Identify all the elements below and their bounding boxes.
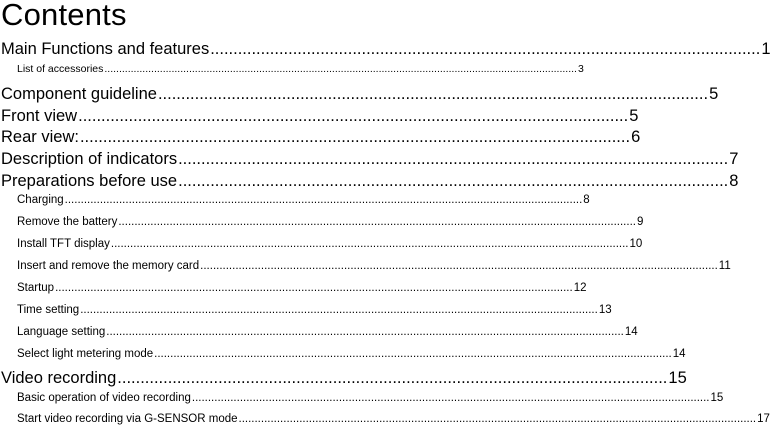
- toc-page-number: 15: [710, 392, 724, 404]
- dot-leader: ........................................................................................................................: [117, 369, 668, 387]
- dot-leader: ..................................................................................................................................................................: [55, 282, 573, 294]
- dot-leader: ..................................................................................................................................................................: [104, 63, 577, 75]
- dot-leader: ........................................................................................................................: [78, 107, 629, 125]
- toc-entry-select-light-metering-mode: [17, 346, 686, 362]
- toc-entry-label: Preparations before use: [1, 172, 178, 190]
- toc-entry-startup: [17, 280, 587, 296]
- toc-entry-label: Startup: [17, 282, 55, 294]
- toc-page-number: 5: [629, 107, 639, 125]
- toc-entry-label: Insert and remove the memory card: [17, 260, 200, 272]
- toc-entry-label: Component guideline: [1, 85, 157, 103]
- toc-entry-list-of-accessories: [17, 61, 584, 77]
- toc-page-number: 11: [718, 260, 731, 272]
- toc-entry-description-of-indicators: [1, 149, 739, 169]
- toc-entry-label: Rear view:: [1, 128, 79, 146]
- toc-entry-main-functions: [1, 39, 771, 59]
- toc-entry-video-recording: [1, 368, 687, 388]
- dot-leader: ..................................................................................................................................................................: [238, 413, 757, 425]
- dot-leader: ........................................................................................................................: [79, 128, 631, 146]
- toc-entry-rear-view: [1, 127, 641, 147]
- toc-entry-label: Select light metering mode: [17, 348, 154, 360]
- toc-entry-label: Install TFT display: [17, 238, 110, 250]
- toc-entry-component-guideline: [1, 84, 719, 104]
- toc-entry-label: Language setting: [17, 326, 106, 338]
- toc-page-number: 8: [583, 194, 590, 206]
- toc-entry-label: Time setting: [17, 304, 80, 316]
- toc-page-number: 6: [631, 128, 641, 146]
- toc-page-number: 14: [624, 326, 638, 338]
- page-title: Contents: [1, 0, 127, 32]
- toc-entry-install-tft-display: [17, 236, 643, 252]
- toc-entry-label: Main Functions and features: [1, 40, 210, 58]
- toc-page-number: 13: [598, 304, 612, 316]
- toc-page-number: 9: [636, 216, 644, 228]
- toc-entry-label: Charging: [17, 194, 64, 206]
- toc-entry-label: Description of indicators: [1, 150, 178, 168]
- dot-leader: ..................................................................................................................................................................: [200, 260, 718, 272]
- toc-page-number: 3: [577, 63, 584, 75]
- dot-leader: ..................................................................................................................................................................: [110, 238, 629, 250]
- toc-entry-g-sensor-video-recording: [17, 411, 770, 427]
- dot-leader: ..................................................................................................................................................................: [154, 348, 672, 360]
- dot-leader: ........................................................................................................................: [178, 150, 729, 168]
- dot-leader: ..................................................................................................................................................................: [80, 304, 598, 316]
- dot-leader: ........................................................................................................................: [210, 40, 761, 58]
- toc-entry-insert-and-remove-memory-card: [17, 258, 731, 274]
- toc-page-number: 15: [668, 369, 687, 387]
- dot-leader: ..................................................................................................................................................................: [118, 216, 636, 228]
- toc-entry-label: Video recording: [1, 369, 117, 387]
- toc-entry-charging: [17, 192, 590, 208]
- toc-entry-remove-the-battery: [17, 214, 644, 230]
- toc-page-number: 10: [629, 238, 643, 250]
- toc-page-number: 17: [757, 413, 770, 425]
- dot-leader: ..................................................................................................................................................................: [64, 194, 583, 206]
- toc-entry-label: Start video recording via G-SENSOR mode: [17, 413, 238, 425]
- toc-entry-language-setting: [17, 324, 638, 340]
- toc-entry-preparations-before-use: [1, 171, 739, 191]
- toc-entry-label: Front view: [1, 107, 78, 125]
- toc-entry-label: Basic operation of video recording: [17, 392, 191, 404]
- dot-leader: ..................................................................................................................................................................: [106, 326, 624, 338]
- toc-page-number: 14: [672, 348, 686, 360]
- toc-page-number: 7: [729, 150, 739, 168]
- dot-leader: ........................................................................................................................: [157, 85, 709, 103]
- toc-page-number: 1: [761, 40, 771, 58]
- toc-page-number: 5: [709, 85, 719, 103]
- dot-leader: ..................................................................................................................................................................: [191, 392, 710, 404]
- toc-page-number: 12: [573, 282, 587, 294]
- toc-entry-label: List of accessories: [17, 63, 104, 75]
- toc-entry-front-view: [1, 106, 639, 126]
- toc-entry-time-setting: [17, 302, 612, 318]
- toc-entry-basic-operation-video-recording: [17, 390, 724, 406]
- toc-entry-label: Remove the battery: [17, 216, 118, 228]
- toc-page-number: 8: [729, 172, 739, 190]
- dot-leader: ........................................................................................................................: [178, 172, 729, 190]
